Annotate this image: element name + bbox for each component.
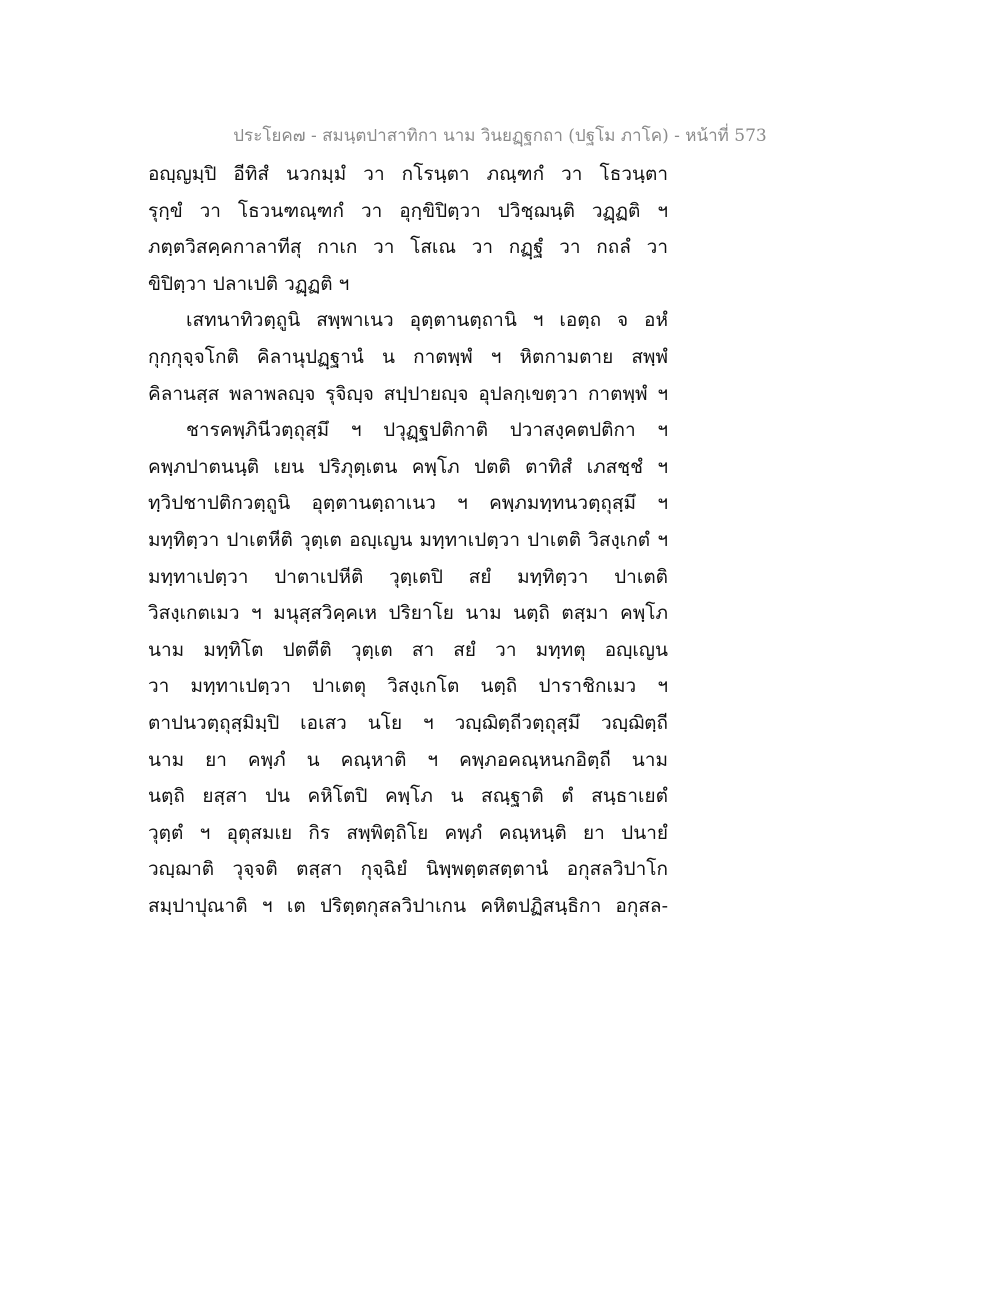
text-line: คิลานสฺส พลาพลญฺจ รุจิญฺจ สปฺปายญฺจ อุปลกฺเขตฺวา กาตพฺพํ ฯ xyxy=(148,382,668,405)
text-line: เสทนาทิวตฺถูนิ สพฺพาเนว อุตฺตานตฺถานิ ฯ เอตฺถ จ อหํ xyxy=(186,309,668,332)
text-line: ชารคพฺภินีวตฺถุสฺมึ ฯ ปวุฏฺฐปติกาติ ปวาสงฺคตปติกา ฯ xyxy=(186,419,668,442)
text-line: มทฺทิตฺวา ปาเตหีติ วุตฺเต อญฺเญน มทฺทาเปตฺวา ปาเตติ วิสงฺเกตํ ฯ xyxy=(148,528,668,551)
text-line: มทฺทาเปตฺวา ปาตาเปหีติ วุตฺเตปิ สยํ มทฺทิตฺวา ปาเตติ xyxy=(148,565,668,588)
text-line: ขิปิตฺวา ปลาเปติ วฏฺฏติ ฯ xyxy=(148,272,350,295)
text-line: วญฺฌาติ วุจฺจติ ตสฺสา กุจฺฉิยํ นิพฺพตฺตสตฺตานํ อกุสลวิปาโก xyxy=(148,858,668,881)
running-header: ประโยค๗ - สมนฺตปาสาทิกา นาม วินยฏฺฐกถา (ปฐโม ภาโค) - หน้าที่ 573 xyxy=(233,126,767,146)
text-line: คพฺภปาตนนฺติ เยน ปริภุตฺเตน คพฺโภ ปตติ ตาทิสํ เภสชฺชํ ฯ xyxy=(148,455,668,478)
text-line: อญฺญมฺปิ อีทิสํ นวกมฺมํ วา กโรนฺตา ภณฺฑกํ วา โธวนฺตา xyxy=(148,163,668,185)
body-text xyxy=(148,156,668,924)
text-line: ตาปนวตฺถุสฺมิมฺปิ เอเสว นโย ฯ วญฺฌิตฺถีวตฺถุสฺมึ วญฺฌิตฺถี xyxy=(148,711,668,734)
text-line: นาม ยา คพฺภํ น คณฺหาติ ฯ คพฺภอคณฺหนกอิตฺถี นาม xyxy=(148,748,668,771)
text-line: นาม มทฺทิโต ปตตีติ วุตฺเต สา สยํ วา มทฺทตุ อญฺเญน xyxy=(148,638,668,661)
text-line: กุกฺกุจฺจโกติ คิลานุปฏฺฐานํ น กาตพฺพํ ฯ หิตกามตาย สพฺพํ xyxy=(148,345,668,368)
text-line: นตฺถิ ยสฺสา ปน คหิโตปิ คพฺโภ น สณฺฐาติ ตํ สนฺธาเยตํ xyxy=(148,785,668,808)
text-line: ภตฺตวิสคฺคกาลาทีสุ กาเก วา โสเณ วา กฏฺฐํ วา กถลํ วา xyxy=(148,236,668,259)
text-line: วุตฺตํ ฯ อุตุสมเย กิร สพฺพิตฺถิโย คพฺภํ คณฺหนฺติ ยา ปนายํ xyxy=(148,821,668,844)
text-line: วิสงฺเกตเมว ฯ มนุสฺสวิคฺคเห ปริยาโย นาม นตฺถิ ตสฺมา คพฺโภ xyxy=(148,602,668,625)
text-line: รุกฺขํ วา โธวนฑณฺฑกํ วา อุกฺขิปิตฺวา ปวิชฺฌนฺติ วฏฺฏติ ฯ xyxy=(148,199,668,222)
text-line: สมฺปาปุณาติ ฯ เต ปริตฺตกุสลวิปาเกน คหิตปฏิสนฺธิกา อกุสล- xyxy=(148,894,668,917)
text-line: วา มทฺทาเปตฺวา ปาเตตุ วิสงฺเกโต นตฺถิ ปาราชิกเมว ฯ xyxy=(148,675,668,698)
text-line: ทฺวิปชาปติกวตฺถูนิ อุตฺตานตฺถาเนว ฯ คพฺภมทฺทนวตฺถุสฺมึ ฯ xyxy=(148,492,668,515)
